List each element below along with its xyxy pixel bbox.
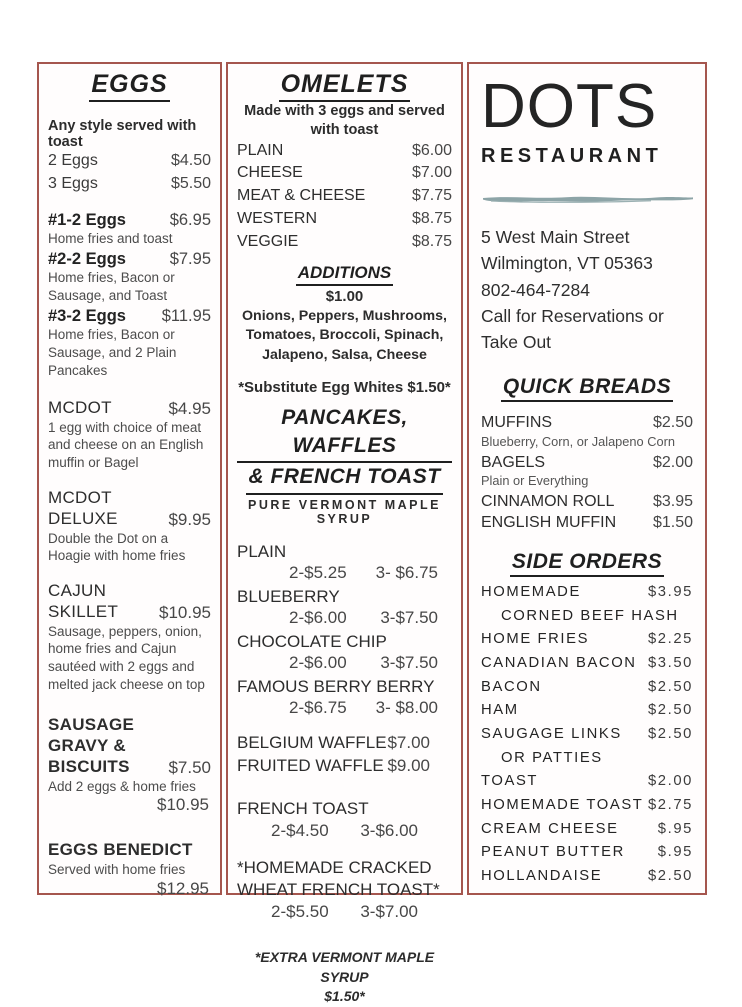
item-description: Blueberry, Corn, or Jalapeno Corn xyxy=(481,433,675,449)
item-name: WESTERN xyxy=(237,209,317,227)
item-description: Double the Dot on a Hoagie with home fries xyxy=(48,530,186,564)
item-price: $6.95 xyxy=(169,211,211,230)
pancakes-section-title xyxy=(237,404,452,495)
omelets-section-title-text: OMELETS xyxy=(279,70,411,102)
menu-item xyxy=(237,162,452,185)
info-panel xyxy=(467,62,707,895)
pancakes-tagline: PURE VERMONT MAPLE SYRUP xyxy=(248,497,441,526)
waffles-block xyxy=(237,732,452,778)
quick-breads-section-title xyxy=(481,375,693,402)
quick-breads-title-text: QUICK BREADS xyxy=(501,375,673,402)
item-name: CREAM CHEESE xyxy=(481,820,619,837)
item-name-line2: CORNED BEEF HASH xyxy=(501,607,679,624)
item-price: $2.50 xyxy=(647,678,693,695)
price-for-2: 2-$6.75 xyxy=(289,697,347,717)
reservation-note-line1: Call for Reservations or xyxy=(481,305,664,326)
address-line1: 5 West Main Street xyxy=(481,227,630,248)
item-price: $1.50 xyxy=(652,514,693,532)
menu-item xyxy=(481,699,693,723)
item-price: $6.00 xyxy=(411,141,452,159)
price-for-2: 2-$5.50 xyxy=(271,901,329,921)
item-price: $2.00 xyxy=(652,453,693,471)
menu-item xyxy=(48,580,211,694)
menu-item xyxy=(481,452,693,474)
item-name: SAUGAGE LINKS xyxy=(481,726,622,742)
item-price: $3.50 xyxy=(647,654,693,671)
menu-item xyxy=(481,865,693,889)
item-name: HOLLANDAISE xyxy=(481,868,603,885)
item-name: CINNAMON ROLL xyxy=(481,492,615,510)
item-price: $9.95 xyxy=(168,509,211,529)
eggs-section-title xyxy=(48,70,211,102)
item-prices xyxy=(237,652,452,673)
item-name: PEANUT BUTTER xyxy=(481,844,625,861)
price-for-3: 3-$7.00 xyxy=(360,901,418,921)
restaurant-logo-name: DOTS xyxy=(481,72,658,141)
phone-number: 802-464-7284 xyxy=(481,279,590,300)
additions-block xyxy=(237,263,452,365)
item-name: *HOMEMADE CRACKED WHEAT FRENCH TOAST* xyxy=(237,857,440,899)
menu-item xyxy=(237,185,452,208)
pancakes-title-line2: & FRENCH TOAST xyxy=(246,463,442,494)
price-for-3: 3-$7.50 xyxy=(380,652,438,672)
item-name: HOME FRIES xyxy=(481,631,590,648)
menu-item xyxy=(481,676,693,700)
menu-item xyxy=(237,208,452,231)
menu-item xyxy=(481,412,693,434)
item-price: $8.75 xyxy=(411,209,452,227)
menu-item xyxy=(237,231,452,254)
item-name: HOMEMADE TOAST xyxy=(481,797,644,814)
item-description: Home fries, Bacon or Sausage, and Toast xyxy=(48,270,175,304)
item-name: SAUSAGE GRAVY & BISCUITS xyxy=(48,714,135,777)
item-description: 1 egg with choice of meat and cheese on an English muffin or Bagel xyxy=(48,419,204,471)
item-name: ENGLISH MUFFIN xyxy=(481,514,617,532)
item-price: $3.95 xyxy=(647,583,693,600)
item-name: FRUITED WAFFLE xyxy=(237,755,384,775)
omelets-pancakes-panel xyxy=(226,62,463,1005)
item-name: BELGIUM WAFFLE xyxy=(237,732,387,752)
item-price: $3.95 xyxy=(652,492,693,510)
additions-list: Onions, Peppers, Mushrooms, Tomatoes, Broccoli, Spinach, Jalapeno, Salsa, Cheese xyxy=(242,308,447,363)
item-name: CHEESE xyxy=(237,164,303,182)
omelets-section-title xyxy=(237,70,452,102)
item-description: Add 2 eggs & home fries xyxy=(48,778,196,794)
item-price: $4.95 xyxy=(168,398,211,418)
extra-syrup-note-line1: *EXTRA VERMONT MAPLE SYRUP xyxy=(254,948,435,985)
menu-item xyxy=(481,841,693,865)
pancakes-title-line1: PANCAKES, WAFFLES xyxy=(237,404,452,464)
item-price: $11.95 xyxy=(161,306,211,325)
item-name: #2-2 Eggs xyxy=(48,250,126,269)
item-name: MCDOT xyxy=(48,398,112,418)
menu-item xyxy=(237,755,452,778)
item-price: $7.00 xyxy=(411,164,452,182)
menu-item xyxy=(48,714,211,816)
menu-item xyxy=(48,173,211,196)
price-for-2: 2-$4.50 xyxy=(271,820,329,840)
side-orders-title-text: SIDE ORDERS xyxy=(510,550,664,577)
item-description: Sausage, peppers, onion, home fries and Cajun sautéed with 2 eggs and melted jack cheese on top xyxy=(48,623,205,693)
menu-item xyxy=(48,397,211,472)
item-name: #1-2 Eggs xyxy=(48,211,126,230)
brush-stroke-divider xyxy=(481,192,693,210)
item-description: Home fries and toast xyxy=(48,231,173,247)
item-price: $2.50 xyxy=(647,726,693,742)
eggs-subtitle: Any style served with toast xyxy=(48,118,197,150)
additions-price: $1.00 xyxy=(325,288,364,306)
item-name: PLAIN xyxy=(237,141,284,159)
item-name: 2 Eggs xyxy=(48,152,98,169)
price-for-3: 3- $8.00 xyxy=(375,697,438,717)
price-for-2: 2-$6.00 xyxy=(289,652,347,672)
menu-item xyxy=(481,818,693,842)
item-name: MCDOT DELUXE xyxy=(48,488,118,529)
item-description: Served with home fries xyxy=(48,861,186,877)
item-name: CAJUN SKILLET xyxy=(48,581,119,622)
item-name: HAM xyxy=(481,702,519,719)
item-name: PLAIN xyxy=(237,541,287,561)
menu-item xyxy=(48,307,211,379)
item-price: $7.00 xyxy=(387,732,430,752)
menu-item xyxy=(237,732,452,755)
item-name: MUFFINS xyxy=(481,414,553,432)
menu-item xyxy=(481,628,693,652)
item-name: CANADIAN BACON xyxy=(481,654,637,671)
price-for-3: 3-$6.00 xyxy=(360,820,418,840)
address-line2: Wilmington, VT 05363 xyxy=(481,253,653,274)
item-price: $2.50 xyxy=(647,702,693,719)
menu-item xyxy=(481,794,693,818)
item-extra-price: $12.95 xyxy=(157,878,209,898)
item-name: VEGGIE xyxy=(237,232,299,250)
menu-item xyxy=(481,770,693,794)
item-price: $.95 xyxy=(657,820,693,837)
menu-item xyxy=(48,150,211,173)
omelets-subtitle: Made with 3 eggs and served with toast xyxy=(244,103,445,138)
item-name: BAGELS xyxy=(481,453,546,471)
item-price: $.95 xyxy=(657,844,693,861)
menu-item xyxy=(481,512,693,534)
price-for-3: 3-$7.50 xyxy=(380,607,438,627)
item-prices xyxy=(237,901,452,922)
extra-syrup-note-line2: $1.50* xyxy=(324,988,365,1005)
item-price: $7.50 xyxy=(168,757,211,777)
eggs-section-title-text: EGGS xyxy=(89,70,169,102)
item-price: $9.00 xyxy=(387,755,430,775)
item-description: Plain or Everything xyxy=(481,473,589,489)
price-for-3: 3- $6.75 xyxy=(375,562,438,582)
item-prices xyxy=(237,607,452,628)
item-name: EGGS BENEDICT xyxy=(48,840,193,860)
menu-item xyxy=(48,211,211,248)
additions-title-text: ADDITIONS xyxy=(296,263,394,286)
item-extra-price: $10.95 xyxy=(157,795,209,815)
menu-item xyxy=(48,487,211,565)
price-for-2: 2-$6.00 xyxy=(289,607,347,627)
item-name: BACON xyxy=(481,678,542,695)
item-name: MEAT & CHEESE xyxy=(237,187,366,205)
item-name-line2: OR PATTIES xyxy=(501,749,603,766)
item-prices xyxy=(237,820,452,841)
menu-panels xyxy=(37,62,707,1005)
item-prices xyxy=(237,562,452,583)
item-price: $5.50 xyxy=(170,174,211,192)
item-price: $7.95 xyxy=(169,250,211,269)
contact-block xyxy=(481,224,693,355)
item-price: $2.50 xyxy=(652,414,693,432)
item-name: FRENCH TOAST xyxy=(237,798,369,818)
item-price: $4.50 xyxy=(170,152,211,169)
menu-item xyxy=(48,839,211,898)
item-name: BLUEBERRY xyxy=(237,586,340,606)
reservation-note-line2: Take Out xyxy=(481,332,552,353)
item-description: Home fries, Bacon or Sausage, and 2 Plain Pancakes xyxy=(48,326,177,378)
item-price: $2.00 xyxy=(647,773,693,790)
item-name: CHOCOLATE CHIP xyxy=(237,631,387,651)
item-price: $2.25 xyxy=(647,631,693,648)
item-prices xyxy=(237,697,452,718)
item-name: FAMOUS BERRY BERRY xyxy=(237,676,435,696)
french-toast-block xyxy=(237,798,452,922)
eggs-panel xyxy=(37,62,222,898)
menu-item xyxy=(237,140,452,163)
extra-syrup-note xyxy=(237,948,452,1007)
item-price: $8.75 xyxy=(411,232,452,250)
menu-item xyxy=(481,581,693,605)
item-price: $7.75 xyxy=(411,187,452,205)
item-name: 3 Eggs xyxy=(48,174,98,192)
item-name: HOMEMADE xyxy=(481,583,581,600)
menu-item xyxy=(481,723,693,747)
item-name: #3-2 Eggs xyxy=(48,306,126,325)
item-name: TOAST xyxy=(481,773,539,790)
substitute-note: *Substitute Egg Whites $1.50* xyxy=(238,378,451,396)
additions-title xyxy=(237,263,452,286)
price-for-2: 2-$5.25 xyxy=(289,562,347,582)
item-price: $2.75 xyxy=(647,797,693,814)
menu-item xyxy=(481,652,693,676)
restaurant-logo-type: RESTAURANT xyxy=(481,145,663,168)
menu-item xyxy=(48,250,211,305)
side-orders-section-title xyxy=(481,550,693,577)
item-price: $2.50 xyxy=(647,868,693,885)
menu-item xyxy=(481,491,693,513)
item-price: $10.95 xyxy=(159,602,211,622)
